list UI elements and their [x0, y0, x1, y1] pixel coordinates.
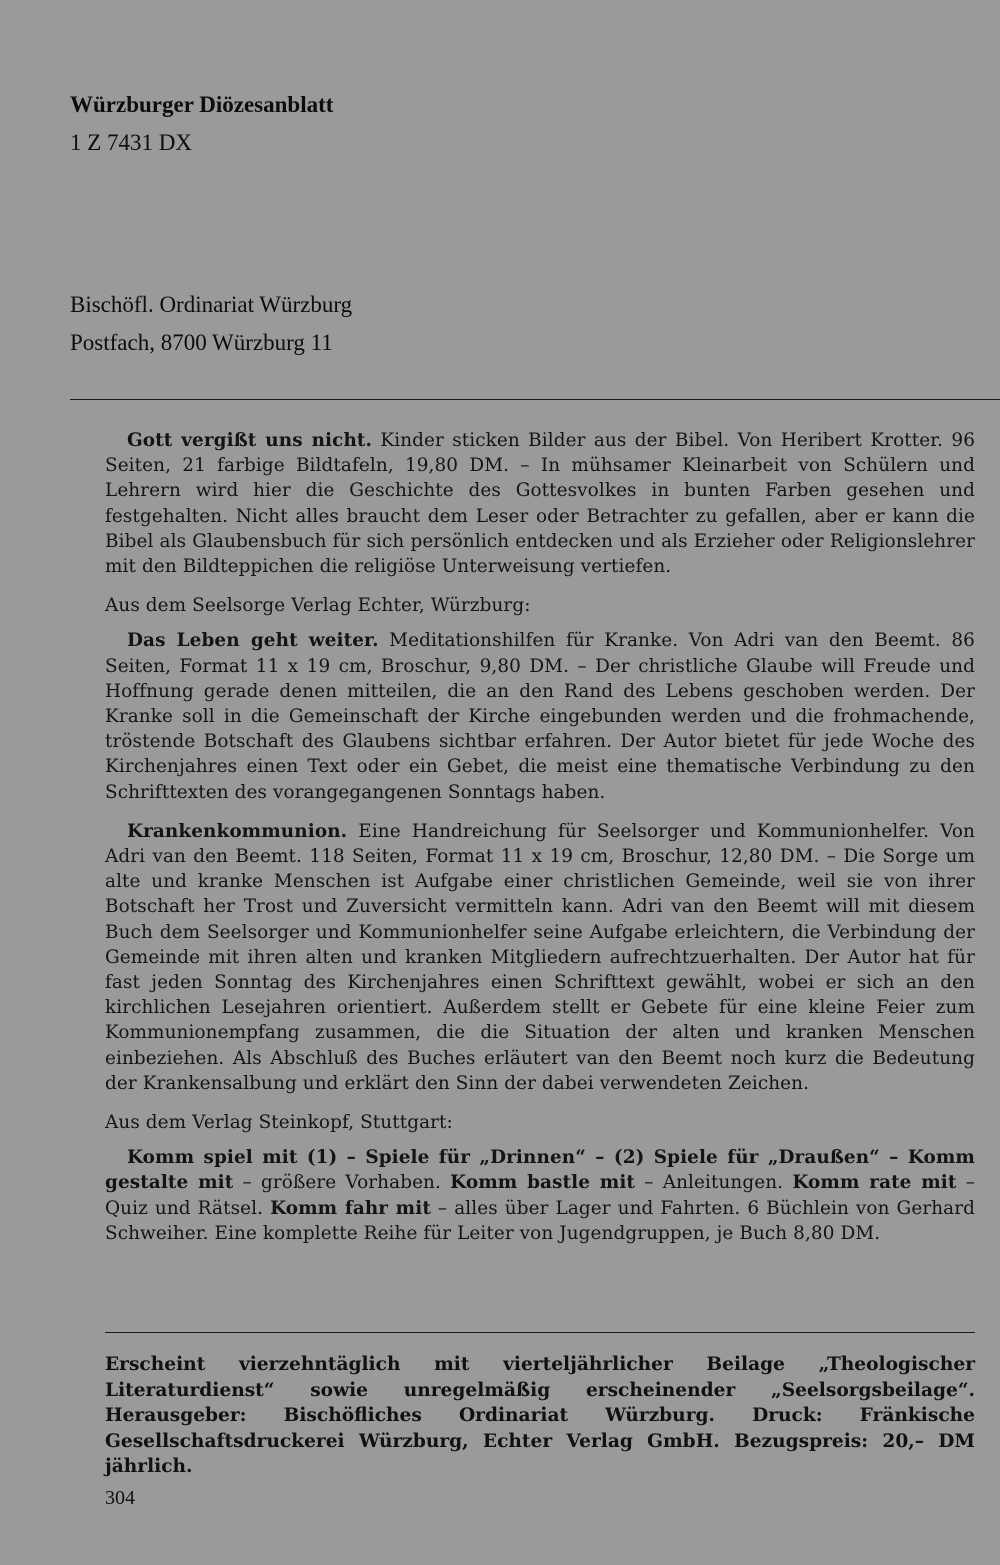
review-text-4a: – größere Vorhaben. [233, 1172, 451, 1194]
review-text-3: Eine Handreichung für Seelsorger und Kommunionhelfer. Von Adri van den Beemt. 118 Seiten, Format 11 x 19 cm, Broschur, 12,80 DM. – Die Sorge um alte und kranke Menschen ist Aufgabe einer christlichen Gemeinde, weil sie von ihrer Botschaft her Trost und Zuversicht vermitteln kann. Adri van den Beemt will mit diesem Buch dem Seelsorger und Kommunionhelfer seine Aufgabe erleichtern, die Verbindung der Gemeinde mit ihren alten und kranken Mitgliedern aufrechtzuerhalten. Der Autor hat für fast jeden Sonntag des Kirchenjahres einen Schrifttext gewählt, wobei er sich an den kirchlichen Lesejahren orientiert. Außerdem stellt er Gebete für eine kleine Feier zum Kommunionempfang zusammen, die die Situation der alten und kranken Menschen einbeziehen. Als Abschluß des Buches erläutert van den Beemt noch kurz die Bedeutung der Krankensalbung und erklärt den Sinn der dabei verwendeten Zeichen. [105, 820, 975, 1094]
review-text-1: Kinder sticken Bilder aus der Bibel. Von Heribert Krotter. 96 Seiten, 21 farbige Bildtafeln, 19,80 DM. – In mühsamer Kleinarbeit von Schülern und Lehrern wird hier die Geschichte des Gottesvolkes in bunten Farben gesehen und festgehalten. Nicht alles braucht dem Leser oder Betrachter zu gefallen, aber er kann die Bibel als Glaubensbuch für sich persönlich entdecken und als Erzieher oder Religionslehrer mit den Bildteppichen die religiöse Unterweisung vertiefen. [105, 430, 975, 578]
review-entry-3 [105, 819, 975, 1096]
publisher-heading-2: Aus dem Verlag Steinkopf, Stuttgart: [105, 1112, 453, 1134]
review-title-1: Gott vergißt uns nicht. [127, 430, 373, 451]
imprint [105, 1352, 975, 1480]
publication-header [70, 86, 333, 162]
publisher-heading-1: Aus dem Seelsorge Verlag Echter, Würzburg: [105, 595, 531, 617]
review-text-4d: – alles über Lager und Fahrten. 6 Büchlein von Gerhard Schweiher. Eine komplette Reihe für Leiter von Jugendgruppen, je Buch 8,80 DM. [105, 1197, 975, 1244]
sender-line-2: Postfach, 8700 Würzburg 11 [70, 330, 333, 355]
top-divider [70, 399, 1000, 400]
review-title-4b: Komm bastle mit [450, 1172, 636, 1194]
review-text-4c: – Quiz und Rätsel. [105, 1172, 975, 1219]
review-title-3: Krankenkommunion. [127, 820, 348, 842]
postal-code: 1 Z 7431 DX [70, 130, 193, 155]
sender-line-1: Bischöfl. Ordinariat Würzburg [70, 292, 353, 317]
review-title-2: Das Leben geht weiter. [127, 630, 379, 652]
review-title-4a: Komm spiel mit (1) – Spiele für „Drinnen“ – (2) Spiele für „Draußen“ – Komm gestalte mit [105, 1147, 975, 1194]
book-reviews [105, 428, 975, 1260]
review-text-4b: – Anleitungen. [635, 1172, 793, 1194]
review-entry-4 [105, 1145, 975, 1246]
review-title-4c: Komm rate mit [792, 1172, 957, 1194]
review-text-2: Meditationshilfen für Kranke. Von Adri van den Beemt. 86 Seiten, Format 11 x 19 cm, Broschur, 9,80 DM. – Der christliche Glaube will Freude und Hoffnung gerade denen mitteilen, die an den Rand des Lebens geschoben werden. Der Kranke soll in die Gemeinschaft der Kirche eingebunden werden und die frohmachende, tröstende Botschaft des Glaubens sichtbar erfahren. Der Autor bietet für jede Woche des Kirchenjahres einen Text oder ein Gebet, die meist eine thematische Verbindung zu den Schrifttexten des vorangegangenen Sonntags haben. [105, 630, 975, 803]
review-entry-2 [105, 628, 975, 804]
sender-address [70, 286, 352, 362]
review-title-4d: Komm fahr mit [270, 1197, 431, 1219]
review-entry-1 [105, 428, 975, 579]
imprint-text: Erscheint vierzehntäglich mit vierteljährlicher Beilage „Theologischer Literaturdienst“ sowie unregelmäßig erscheinender „Seelsorgsbeilage“. Herausgeber: Bischöfliches Ordinariat Würzburg. Druck: Fränkische Gesellschaftsdruckerei Würzburg, Echter Verlag GmbH. Bezugspreis: 20,– DM jährlich. [105, 1354, 975, 1478]
bottom-divider [105, 1332, 975, 1333]
publication-title: Würzburger Diözesanblatt [70, 92, 334, 117]
page-number: 304 [105, 1487, 135, 1509]
